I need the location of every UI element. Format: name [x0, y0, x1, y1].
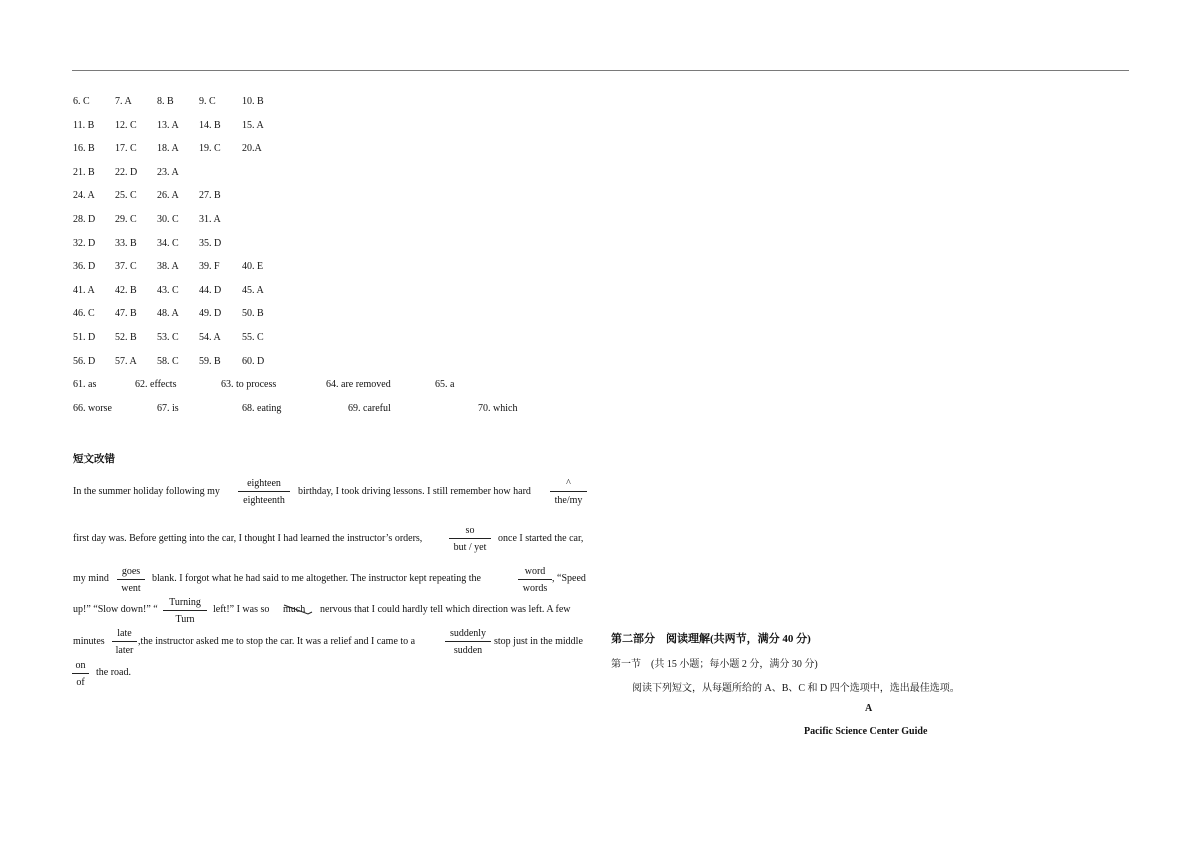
answer-item: 9. C [199, 96, 216, 107]
answer-item: 48. A [157, 308, 179, 320]
header-rule [72, 70, 1129, 71]
answer-item: 57. A [115, 355, 137, 367]
answer-item: 23. A [157, 166, 179, 178]
answer-item: 22. D [115, 166, 138, 178]
answer-item: 10. B [242, 96, 264, 107]
deleted-word: much [283, 603, 305, 616]
answer-item: 43. C [157, 284, 179, 296]
answer-item: 47. B [115, 308, 137, 320]
answer-item: 51. D [73, 331, 96, 343]
answer-item: 28. D [73, 213, 96, 225]
passage-title: Pacific Science Center Guide [804, 726, 928, 737]
answer-item: 70. which [478, 402, 518, 414]
section-heading: 第一节 (共 15 小题；每小题 2 分，满分 30 分) [611, 659, 818, 670]
correction-mark: eighteen eighteenth [238, 477, 290, 507]
answer-item: 66. worse [73, 402, 112, 414]
answer-item: 25. C [115, 190, 137, 202]
answer-item: 6. C [73, 96, 90, 107]
answer-item: 16. B [73, 143, 95, 155]
answer-item: 50. B [242, 308, 264, 320]
answer-item: 17. C [115, 143, 137, 155]
correction-mark: goes went [117, 565, 145, 595]
passage-label: A [865, 703, 873, 714]
answer-item: 42. B [115, 284, 137, 296]
answer-item: 34. C [157, 237, 179, 249]
answer-item: 15. A [242, 119, 264, 131]
answer-item: 33. B [115, 237, 137, 249]
correction-mark: suddenly sudden [445, 627, 491, 657]
strike-mark-icon [282, 603, 314, 617]
answer-item: 62. effects [135, 379, 177, 391]
answer-item: 40. E [242, 261, 264, 273]
answer-item: 7. A [115, 96, 132, 107]
answer-item: 63. to process [221, 379, 277, 391]
answer-item: 39. F [199, 261, 220, 273]
correction-text: left!” I was so [213, 604, 270, 615]
answer-item: 59. B [199, 355, 221, 367]
instruction-text: 阅读下列短文，从每题所给的 A、B、C 和 D 四个选项中，选出最佳选项。 [632, 683, 960, 694]
answer-item: 12. C [115, 119, 137, 131]
correction-text: up!” “Slow down!” “ [73, 604, 158, 615]
answer-item: 24. A [73, 190, 95, 202]
correction-text: my mind [73, 573, 109, 584]
correction-text: blank. I forgot what he had said to me altogether. The instructor kept repeating the [152, 573, 481, 584]
answer-item: 41. A [73, 284, 95, 296]
correction-title: 短文改错 [73, 454, 115, 465]
correction-mark: ^ the/my [550, 477, 587, 507]
answer-item: 58. C [157, 355, 179, 367]
answer-item: 19. C [199, 143, 221, 155]
answer-item: 30. C [157, 213, 179, 225]
answer-item: 53. C [157, 331, 179, 343]
answer-item: 46. C [73, 308, 95, 320]
answer-item: 60. D [242, 355, 265, 367]
correction-text: once I started the car, [498, 533, 584, 544]
answer-item: 65. a [435, 379, 455, 391]
correction-text: minutes [73, 636, 105, 647]
answer-item: 32. D [73, 237, 96, 249]
correction-text: birthday, I took driving lessons. I still remember how hard [298, 486, 531, 497]
correction-text: In the summer holiday following my [73, 486, 220, 497]
answer-item: 56. D [73, 355, 96, 367]
answer-item: 54. A [199, 331, 221, 343]
answer-item: 38. A [157, 261, 179, 273]
part-title: 第二部分 阅读理解(共两节，满分 40 分) [611, 633, 811, 645]
correction-mark: word words [518, 565, 552, 595]
answer-item: 67. is [157, 402, 179, 414]
answer-item: 36. D [73, 261, 96, 273]
answer-item: 13. A [157, 119, 179, 131]
correction-mark: on of [72, 659, 89, 689]
answer-item: 11. B [73, 119, 95, 131]
answer-item: 68. eating [242, 402, 282, 414]
answer-item: 29. C [115, 213, 137, 225]
answer-item: 35. D [199, 237, 222, 249]
answer-item: 52. B [115, 331, 137, 343]
correction-mark: so but / yet [449, 524, 491, 554]
correction-text: ,the instructor asked me to stop the car. It was a relief and I came to a [138, 636, 416, 647]
correction-text: first day was. Before getting into the car, I thought I had learned the instructor’s orders, [73, 533, 423, 544]
answer-item: 26. A [157, 190, 179, 202]
answer-item: 55. C [242, 331, 264, 343]
correction-text: the road. [96, 667, 131, 678]
answer-item: 44. D [199, 284, 222, 296]
answer-item: 61. as [73, 379, 97, 391]
answer-item: 64. are removed [326, 379, 391, 391]
answer-item: 21. B [73, 166, 95, 178]
answer-item: 31. A [199, 213, 221, 225]
correction-mark: Turning Turn [163, 596, 207, 626]
answer-item: 27. B [199, 190, 221, 202]
answer-item: 20.A [242, 143, 262, 155]
answer-item: 49. D [199, 308, 222, 320]
correction-text: , “Speed [552, 573, 586, 584]
answer-item: 69. careful [348, 402, 391, 414]
answer-item: 8. B [157, 96, 174, 107]
correction-text: stop just in the middle [494, 636, 583, 647]
answer-item: 37. C [115, 261, 137, 273]
correction-mark: late later [112, 627, 137, 657]
answer-item: 45. A [242, 284, 264, 296]
answer-item: 18. A [157, 143, 179, 155]
answer-item: 14. B [199, 119, 221, 131]
correction-text: nervous that I could hardly tell which direction was left. A few [320, 604, 571, 615]
